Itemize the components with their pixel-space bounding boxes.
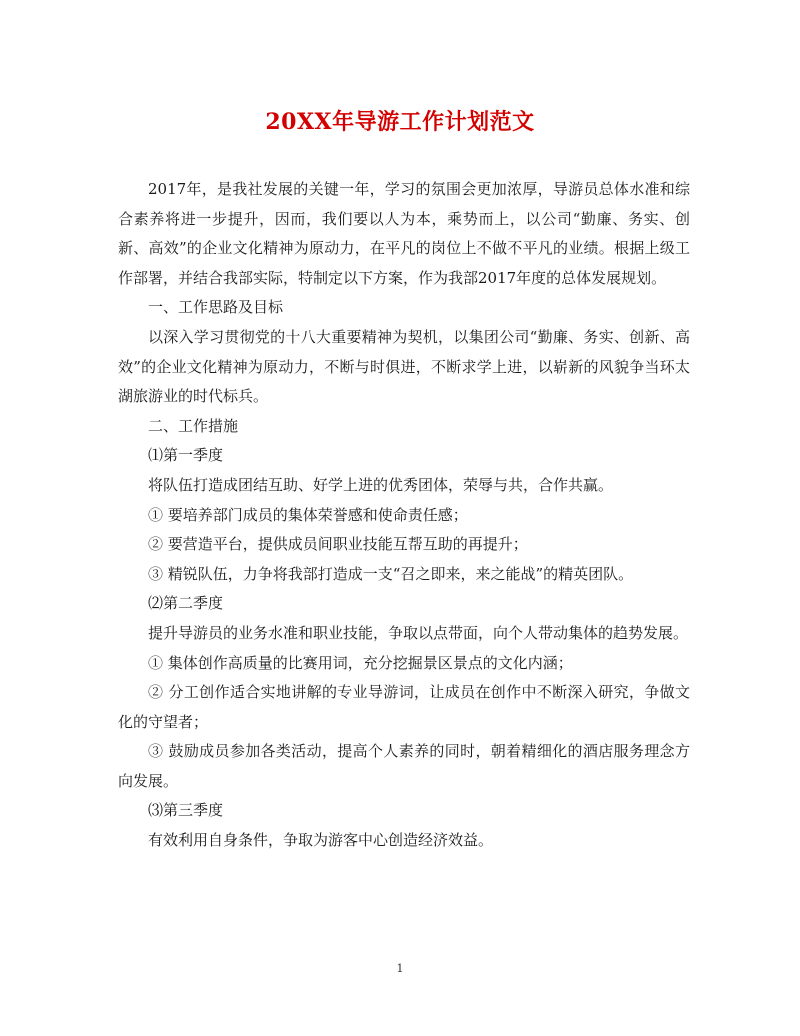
paragraph-goals: 以深入学习贯彻党的十八大重要精神为契机，以集团公司“勤廉、务实、创新、高效”的企业文化精神为原动力，不断与时俱进，不断求学上进，以崭新的风貌争当环太湖旅游业的时代标兵。 [118,327,690,406]
list-item-q2-1: ① 集体创作高质量的比赛用词，充分挖掘景区景点的文化内涵； [148,653,573,672]
list-item-q1-2: ② 要营造平台，提供成员间职业技能互帮互助的再提升； [148,535,528,554]
subheading-q3: ⑶第三季度 [148,801,224,820]
paragraph-intro: 2017年，是我社发展的关键一年，学习的氛围会更加浓厚，导游员总体水准和综合素养将进一步提升，因而，我们要以人为本，乘势而上，以公司“勤廉、务实、创新、高效”的企业文化精神为原动力，在平凡的岗位上不做不平凡的业绩。根据上级工作部署，并结合我部实际，特制定以下方案，作为我部2017年度的总体发展规划。 [118,180,690,287]
paragraph-q3: 有效利用自身条件，争取为游客中心创造经济效益。 [148,831,494,850]
list-item-q2-3: ③ 鼓励成员参加各类活动，提高个人素养的同时，朝着精细化的酒店服务理念方向发展。 [118,742,690,790]
list-item-q1-3: ③ 精锐队伍，力争将我部打造成一支“召之即来，来之能战”的精英团队。 [148,564,634,583]
list-item-q2-2: ② 分工创作适合实地讲解的专业导游词，让成员在创作中不断深入研究，争做文化的守望者； [118,683,690,731]
heading-section-1: 一、工作思路及目标 [148,298,284,317]
subheading-q2: ⑵第二季度 [148,594,224,613]
document-title: 20XX年导游工作计划范文 [265,109,535,135]
heading-section-2: 二、工作措施 [148,416,239,435]
paragraph-q1: 将队伍打造成团结互助、好学上进的优秀团体，荣辱与共，合作共赢。 [148,475,614,494]
list-item-q1-1: ① 要培养部门成员的集体荣誉感和使命责任感； [148,505,468,524]
document-body [118,175,690,856]
page-number: 1 [396,962,404,975]
paragraph-q2: 提升导游员的业务水准和职业技能，争取以点带面，向个人带动集体的趋势发展。 [148,623,689,642]
subheading-q1: ⑴第一季度 [148,446,224,465]
